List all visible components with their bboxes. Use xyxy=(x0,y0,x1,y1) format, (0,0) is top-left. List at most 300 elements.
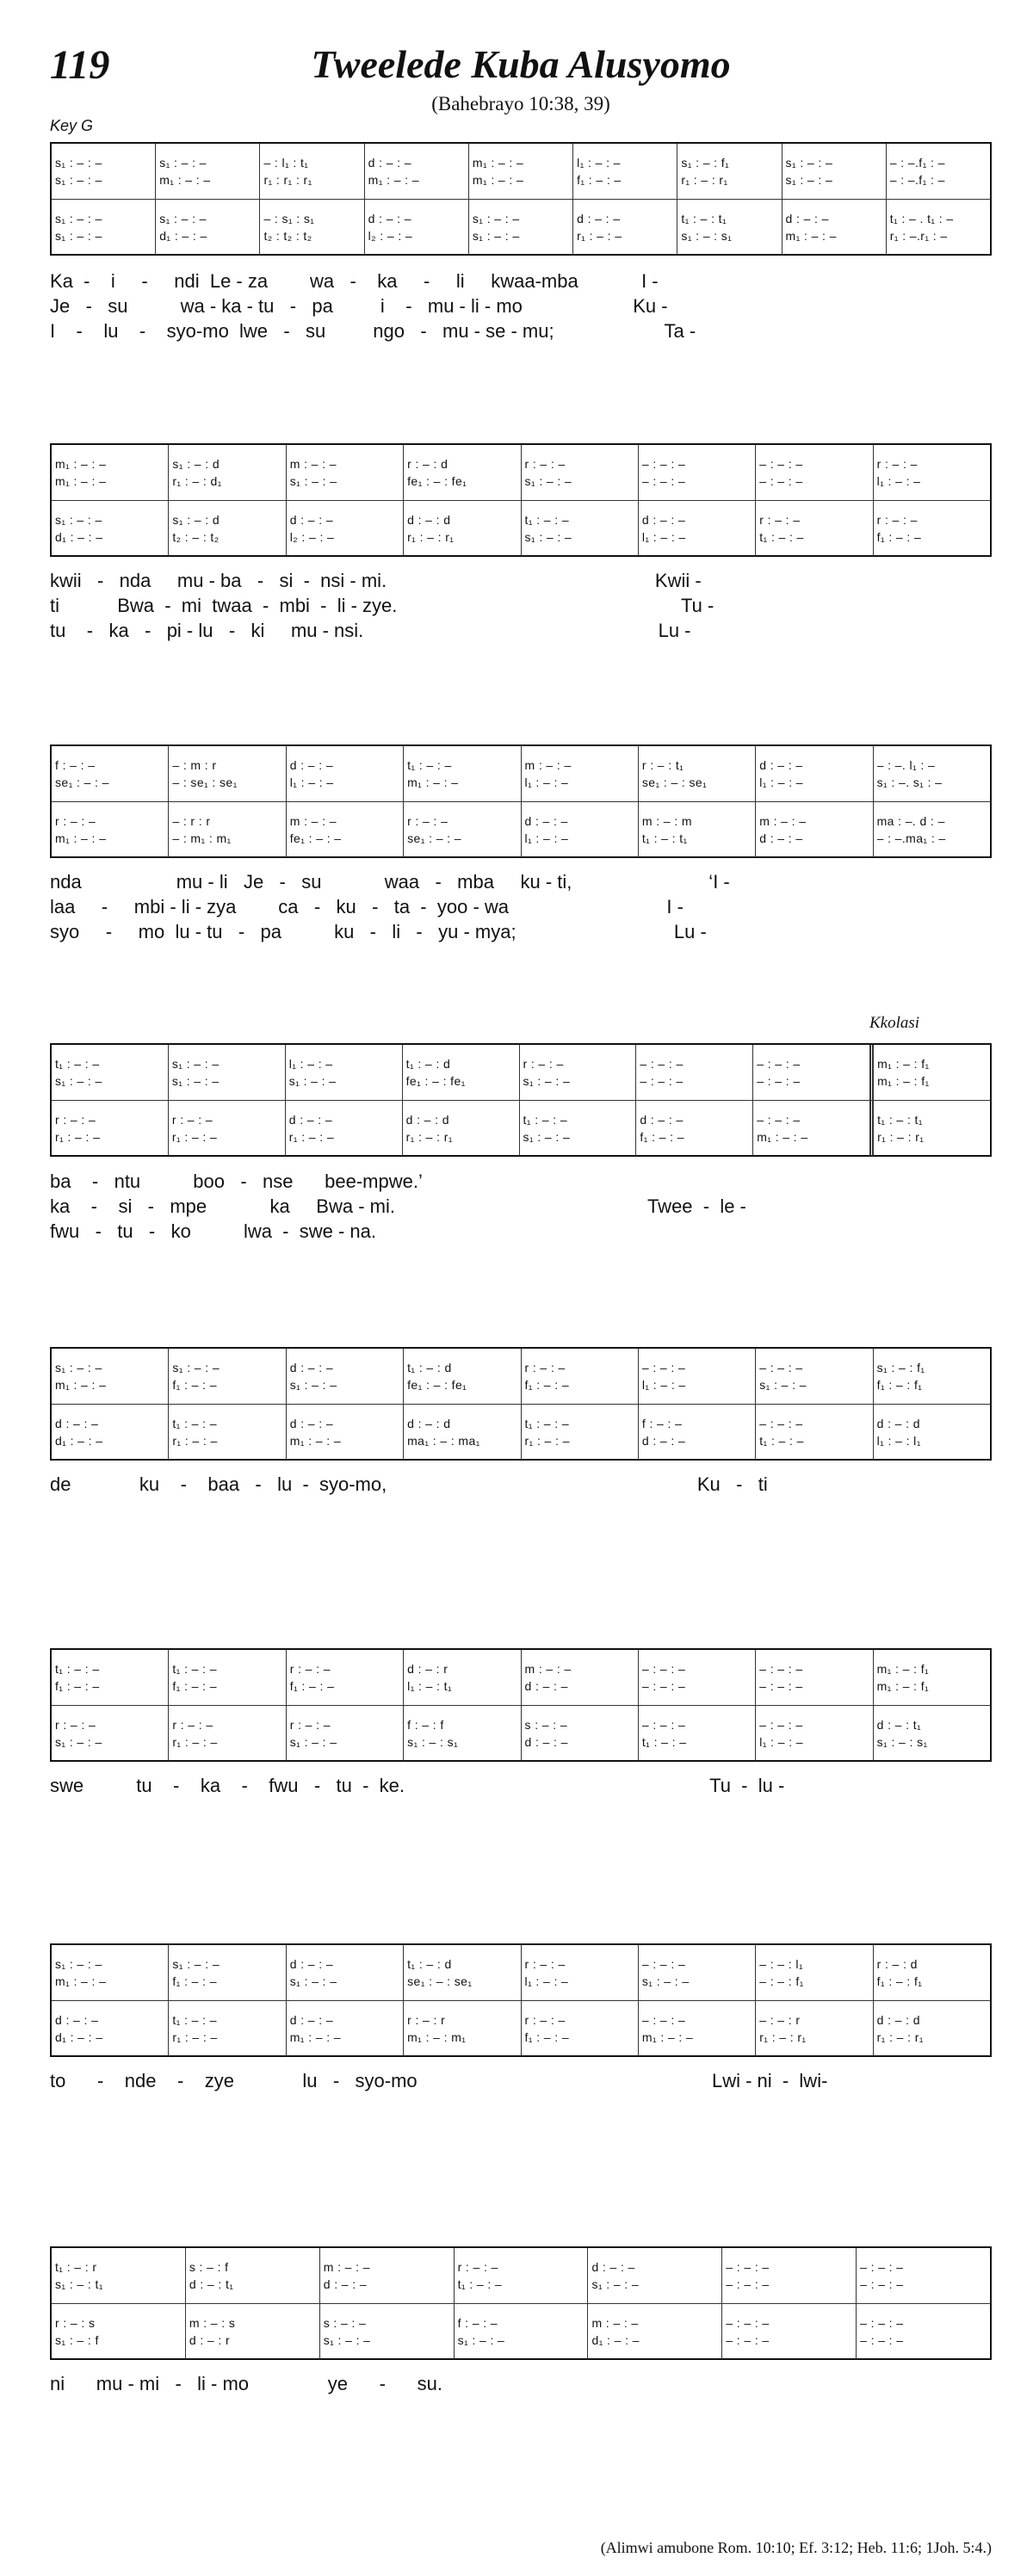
measure xyxy=(52,1945,168,2000)
upper-staff-pair xyxy=(52,1945,990,2000)
measure xyxy=(873,746,990,801)
measure xyxy=(782,144,886,199)
solfa-line: s : – : – xyxy=(323,2316,367,2330)
measure xyxy=(286,1706,403,1761)
solfa-line: r₁ : – : r₁ xyxy=(759,2030,807,2044)
solfa-line: – : – : – xyxy=(860,2277,904,2291)
upper-staff-pair xyxy=(52,1650,990,1705)
solfa-line: d : – : – xyxy=(641,1434,686,1448)
solfa-line: se₁ : – : – xyxy=(407,831,461,845)
solfa-line: – : – : – xyxy=(726,2333,770,2347)
measure xyxy=(168,1101,285,1156)
solfa-line: – : – : – xyxy=(641,1718,686,1732)
solfa-line: – : – : – xyxy=(640,1057,684,1071)
solfa-line: s₁ : – : – xyxy=(55,1735,102,1749)
solfa-line: – : m : r xyxy=(172,758,217,772)
measure xyxy=(755,501,872,556)
solfa-line: d : – : – xyxy=(55,1417,99,1430)
solfa-line: r : – : – xyxy=(524,2013,566,2027)
solfa-line: d : – : – xyxy=(289,2013,334,2027)
measure xyxy=(755,1945,872,2000)
solfa-line: – : s₁ : s₁ xyxy=(263,212,315,225)
measure xyxy=(572,144,677,199)
measure xyxy=(521,802,638,857)
solfa-line: – : –.f₁ : – xyxy=(889,156,945,170)
solfa-line: l₁ : – : – xyxy=(524,831,569,845)
solfa-line: d : – : – xyxy=(785,212,829,225)
solfa-line: l₁ : – : – xyxy=(759,775,803,789)
solfa-line: r : – : – xyxy=(172,1718,213,1732)
measure xyxy=(755,2001,872,2056)
solfa-line: r : – : – xyxy=(55,814,96,828)
measure xyxy=(52,144,155,199)
solfa-line: f₁ : – : f₁ xyxy=(876,1378,923,1392)
measure xyxy=(873,1650,990,1705)
measure xyxy=(755,802,872,857)
solfa-line: – : – : – xyxy=(759,1417,803,1430)
solfa-line: – : – : f₁ xyxy=(759,1974,804,1988)
solfa-line: – : – : – xyxy=(759,1679,803,1693)
measure xyxy=(856,2248,990,2303)
measure xyxy=(168,1349,285,1404)
solfa-line: r₁ : – : – xyxy=(171,1130,218,1144)
measure xyxy=(752,1045,869,1100)
solfa-line: f₁ : – : – xyxy=(524,1378,570,1392)
solfa-line: t₁ : – : – xyxy=(524,1417,570,1430)
lyric-verse-line: swe tu - ka - fwu - tu - ke. Tu - lu - xyxy=(50,1775,785,1796)
solfa-line: f : – : f xyxy=(407,1718,444,1732)
solfa-line: l₁ : – : – xyxy=(577,156,621,170)
measure xyxy=(755,1405,872,1460)
measure xyxy=(52,746,168,801)
solfa-line: d : – : r xyxy=(407,1662,448,1676)
measure xyxy=(454,2248,588,2303)
measure xyxy=(638,1706,755,1761)
solfa-line: s₁ : – : – xyxy=(289,1735,337,1749)
solfa-line: d₁ : – : – xyxy=(159,229,207,243)
solfa-line: d₁ : – : – xyxy=(55,1434,103,1448)
lower-staff-pair xyxy=(52,1100,990,1156)
measure xyxy=(519,1045,636,1100)
solfa-line: – : – : l₁ xyxy=(759,1957,803,1971)
solfa-line: s₁ : – : – xyxy=(523,1130,571,1144)
solfa-line: d : – : – xyxy=(289,758,334,772)
measure xyxy=(873,501,990,556)
solfa-line: d : – : – xyxy=(524,1679,568,1693)
solfa-line: s₁ : – : – xyxy=(55,1361,102,1374)
solfa-line: r₁ : – : r₁ xyxy=(405,1130,453,1144)
solfa-line: – : – : – xyxy=(726,2260,770,2274)
upper-staff-pair xyxy=(52,1349,990,1404)
measure xyxy=(755,1650,872,1705)
lyric-verse-line: de ku - baa - lu - syo-mo, Ku - ti xyxy=(50,1473,768,1495)
measure xyxy=(782,200,886,255)
solfa-line: l₁ : – : – xyxy=(759,1735,803,1749)
solfa-line: t₁ : – : – xyxy=(172,1662,217,1676)
solfa-line: m₁ : – : – xyxy=(407,775,459,789)
measure xyxy=(168,2001,285,2056)
solfa-line: f₁ : – : – xyxy=(577,173,622,187)
lyric-verse-line: ba - ntu boo - nse bee-mpwe.’ xyxy=(50,1171,423,1192)
measure xyxy=(402,1101,519,1156)
solfa-line: m₁ : – : – xyxy=(55,457,107,471)
solfa-line: t₁ : – : r xyxy=(55,2260,97,2274)
measure xyxy=(168,1405,285,1460)
footnote: (Alimwi amubone Rom. 10:10; Ef. 3:12; Heb. 11:6; 1Joh. 5:4.) xyxy=(600,2539,992,2556)
solfa-line: s₁ : – : – xyxy=(55,229,102,243)
notation-system xyxy=(50,1043,992,1157)
measure xyxy=(587,2304,721,2359)
solfa-line: fe₁ : – : fe₁ xyxy=(407,474,467,488)
notation-system xyxy=(50,443,992,557)
solfa-line: m : – : – xyxy=(591,2316,639,2330)
measure xyxy=(155,144,259,199)
measure xyxy=(52,1045,168,1100)
solfa-line: s₁ : – : – xyxy=(172,1361,220,1374)
solfa-line: d : – : – xyxy=(591,2260,635,2274)
solfa-line: d : – : – xyxy=(368,212,411,225)
notation-system xyxy=(50,744,992,858)
lyric-verse-line: laa - mbi - li - zya ca - ku - ta - yoo - wa I - xyxy=(50,896,684,917)
lyrics-block xyxy=(50,1169,992,1244)
measure xyxy=(521,2001,638,2056)
solfa-line: s₁ : – : t₁ xyxy=(55,2277,103,2291)
lyrics-block xyxy=(50,2068,992,2093)
solfa-line: l₂ : – : – xyxy=(289,530,335,544)
solfa-line: s₁ : – : – xyxy=(55,1074,102,1088)
measure xyxy=(402,1045,519,1100)
measure xyxy=(638,802,755,857)
solfa-line: d₁ : – : – xyxy=(55,530,103,544)
solfa-line: l₂ : – : – xyxy=(368,229,413,243)
solfa-line: s₁ : – : – xyxy=(171,1074,220,1088)
measure xyxy=(168,1650,285,1705)
measure xyxy=(873,1945,990,2000)
key-signature: Key G xyxy=(50,117,94,134)
solfa-line: f₁ : – : – xyxy=(172,1974,217,1988)
solfa-line: m : – : – xyxy=(323,2260,370,2274)
solfa-line: t₁ : – : – xyxy=(172,1417,217,1430)
solfa-line: – : – : – xyxy=(860,2333,904,2347)
solfa-line: s₁ : – : – xyxy=(523,1074,571,1088)
measure xyxy=(259,200,363,255)
measure xyxy=(168,1045,285,1100)
lyric-verse-line: ni mu - mi - li - mo ye - su. xyxy=(50,2373,442,2394)
solfa-line: m₁ : – : – xyxy=(159,173,211,187)
solfa-line: d : – : – xyxy=(289,1361,334,1374)
lower-staff-pair xyxy=(52,199,990,255)
solfa-line: fe₁ : – : fe₁ xyxy=(407,1378,467,1392)
solfa-line: d : – : – xyxy=(368,156,411,170)
measure xyxy=(856,2304,990,2359)
solfa-line: d : – : – xyxy=(289,1417,334,1430)
measure xyxy=(52,802,168,857)
measure xyxy=(677,144,781,199)
solfa-line: – : –.f₁ : – xyxy=(889,173,945,187)
solfa-line: m : – : m xyxy=(641,814,692,828)
solfa-line: f₁ : – : – xyxy=(172,1378,217,1392)
solfa-line: d : – : – xyxy=(288,1113,333,1127)
solfa-line: r₁ : – : – xyxy=(577,229,622,243)
solfa-line: r : – : – xyxy=(523,1057,564,1071)
solfa-line: t₁ : – : – xyxy=(641,1735,687,1749)
solfa-line: – : – : – xyxy=(759,474,803,488)
lyrics-block xyxy=(50,2371,992,2396)
solfa-line: s₁ : – : – xyxy=(641,1974,690,1988)
solfa-line: l₁ : – : – xyxy=(641,1378,686,1392)
measure xyxy=(286,2001,403,2056)
measure xyxy=(168,445,285,500)
measure xyxy=(403,445,520,500)
solfa-line: t₁ : – : – xyxy=(407,758,452,772)
solfa-line: t₁ : – : t₁ xyxy=(877,1113,923,1127)
solfa-line: t₁ : – : – xyxy=(172,2013,217,2027)
measure xyxy=(286,1349,403,1404)
solfa-line: s₁ : – : – xyxy=(472,212,520,225)
measure xyxy=(721,2304,856,2359)
solfa-line: l₁ : – : t₁ xyxy=(407,1679,453,1693)
solfa-line: s₁ : – : d xyxy=(172,457,220,471)
solfa-line: – : – : – xyxy=(640,1074,684,1088)
solfa-line: d : – : t₁ xyxy=(876,1718,922,1732)
solfa-line: r : – : – xyxy=(55,1113,96,1127)
lower-staff-pair xyxy=(52,500,990,556)
solfa-line: r₁ : – : r₁ xyxy=(407,530,455,544)
measure xyxy=(286,1650,403,1705)
solfa-line: r : – : – xyxy=(759,513,801,527)
solfa-line: – : r : r xyxy=(172,814,211,828)
measure xyxy=(638,2001,755,2056)
measure xyxy=(52,1405,168,1460)
measure xyxy=(259,144,363,199)
measure xyxy=(869,1045,990,1100)
solfa-line: m₁ : – : – xyxy=(785,229,837,243)
solfa-line: l₁ : – : – xyxy=(641,530,686,544)
lyric-verse-line: I - lu - syo-mo lwe - su ngo - mu - se - mu; Ta - xyxy=(50,320,696,342)
measure xyxy=(285,1045,402,1100)
measure xyxy=(873,802,990,857)
solfa-line: – : – : – xyxy=(641,2013,686,2027)
solfa-line: d : – : d xyxy=(876,2013,920,2027)
upper-staff-pair xyxy=(52,1045,990,1100)
solfa-line: r₁ : – : – xyxy=(55,1130,101,1144)
measure xyxy=(677,200,781,255)
solfa-line: d : – : – xyxy=(524,814,568,828)
hymn-title: Tweelede Kuba Alusyomo xyxy=(311,42,731,86)
solfa-line: m₁ : – : – xyxy=(472,173,524,187)
solfa-line: r₁ : – : r₁ xyxy=(877,1130,925,1144)
measure xyxy=(168,501,285,556)
solfa-line: m : – : – xyxy=(524,758,572,772)
solfa-line: l₁ : – : – xyxy=(876,474,921,488)
measure xyxy=(52,501,168,556)
lyrics-block xyxy=(50,568,992,643)
measure xyxy=(403,1349,520,1404)
lyric-verse-line: syo - mo lu - tu - pa ku - li - yu - mya; Lu - xyxy=(50,921,707,942)
measure xyxy=(873,1706,990,1761)
solfa-line: t₁ : – : – xyxy=(759,530,804,544)
solfa-line: m₁ : – : – xyxy=(757,1130,808,1144)
solfa-line: s₁ : – : – xyxy=(171,1057,220,1071)
solfa-line: s₁ : – : – xyxy=(55,513,102,527)
solfa-line: r : – : d xyxy=(407,457,448,471)
solfa-line: r₁ : – : – xyxy=(524,1434,570,1448)
scripture-reference: (Bahebrayo 10:38, 39) xyxy=(431,93,610,114)
measure xyxy=(155,200,259,255)
solfa-line: d : – : – xyxy=(289,513,334,527)
measure xyxy=(403,2001,520,2056)
upper-staff-pair xyxy=(52,746,990,801)
solfa-line: s₁ : – : – xyxy=(55,212,102,225)
solfa-line: r₁ : r₁ : r₁ xyxy=(263,173,312,187)
solfa-line: s₁ : – : – xyxy=(472,229,520,243)
measure xyxy=(638,1405,755,1460)
measure xyxy=(519,1101,636,1156)
solfa-line: t₁ : – : d xyxy=(405,1057,451,1071)
notation-system xyxy=(50,142,992,256)
measure xyxy=(521,746,638,801)
measure xyxy=(521,1405,638,1460)
measure xyxy=(521,1706,638,1761)
notation-system xyxy=(50,2246,992,2360)
lyrics-block xyxy=(50,1472,992,1497)
lyrics-block xyxy=(50,869,992,944)
solfa-line: s₁ : – : – xyxy=(785,156,833,170)
measure xyxy=(364,144,468,199)
solfa-line: r : – : t₁ xyxy=(641,758,684,772)
solfa-line: s₁ : – : – xyxy=(172,1957,220,1971)
solfa-line: m₁ : – : – xyxy=(368,173,419,187)
lower-staff-pair xyxy=(52,2303,990,2359)
solfa-line: m : – : – xyxy=(289,814,337,828)
measure xyxy=(873,2001,990,2056)
measure xyxy=(886,144,990,199)
measure xyxy=(52,2001,168,2056)
measure xyxy=(521,501,638,556)
solfa-line: s₁ : – : – xyxy=(289,474,337,488)
lyrics-block xyxy=(50,1773,992,1798)
solfa-line: l₁ : – : – xyxy=(289,775,334,789)
solfa-line: – : – : – xyxy=(757,1057,801,1071)
hymn-number: 119 xyxy=(50,42,110,88)
measure xyxy=(403,1945,520,2000)
solfa-line: f : – : – xyxy=(457,2316,498,2330)
upper-staff-pair xyxy=(52,2248,990,2303)
solfa-line: r : – : – xyxy=(524,1361,566,1374)
upper-staff-pair xyxy=(52,144,990,199)
solfa-line: d : – : – xyxy=(759,758,803,772)
solfa-line: se₁ : – : se₁ xyxy=(407,1974,473,1988)
solfa-line: t₁ : – : t₁ xyxy=(641,831,688,845)
solfa-line: s₁ : – : – xyxy=(591,2277,640,2291)
solfa-line: d : – : – xyxy=(641,513,686,527)
measure xyxy=(721,2248,856,2303)
solfa-line: r : – : – xyxy=(876,457,918,471)
lyric-verse-line: kwii - nda mu - ba - si - nsi - mi. Kwii - xyxy=(50,570,702,591)
solfa-line: – : – : – xyxy=(860,2260,904,2274)
solfa-line: m₁ : – : – xyxy=(55,1974,107,1988)
notation-system xyxy=(50,1347,992,1461)
solfa-line: r : – : – xyxy=(171,1113,213,1127)
solfa-line: s₁ : – : s₁ xyxy=(407,1735,459,1749)
solfa-line: ma : –. d : – xyxy=(876,814,945,828)
solfa-line: t₂ : – : t₂ xyxy=(172,530,220,544)
solfa-line: m₁ : – : f₁ xyxy=(877,1074,930,1088)
solfa-line: d : – : – xyxy=(55,2013,99,2027)
solfa-line: s₁ : – : – xyxy=(55,173,102,187)
solfa-line: m : – : – xyxy=(289,457,337,471)
measure xyxy=(319,2248,454,2303)
solfa-line: m₁ : – : – xyxy=(55,831,107,845)
solfa-line: r₁ : – : – xyxy=(288,1130,335,1144)
solfa-line: d : – : – xyxy=(323,2277,368,2291)
solfa-line: s₁ : – : – xyxy=(524,474,572,488)
solfa-line: r : – : – xyxy=(55,1718,96,1732)
solfa-line: m : – : – xyxy=(759,814,807,828)
solfa-line: s₁ : – : – xyxy=(159,156,207,170)
measure xyxy=(755,445,872,500)
measure xyxy=(286,501,403,556)
lyrics-block xyxy=(50,269,992,343)
solfa-line: s : – : – xyxy=(524,1718,568,1732)
measure xyxy=(52,1101,168,1156)
solfa-line: t₁ : – : – xyxy=(55,1057,100,1071)
solfa-line: r₁ : – : – xyxy=(172,1434,218,1448)
solfa-line: – : –.ma₁ : – xyxy=(876,831,946,845)
lyric-verse-line: Je - su wa - ka - tu - pa i - mu - li - mo Ku - xyxy=(50,295,668,317)
measure xyxy=(52,1650,168,1705)
solfa-line: fe₁ : – : fe₁ xyxy=(405,1074,466,1088)
solfa-line: r : – : – xyxy=(289,1718,331,1732)
solfa-line: f₁ : – : – xyxy=(172,1679,217,1693)
solfa-line: r : – : – xyxy=(407,814,448,828)
solfa-line: s₁ : – : – xyxy=(288,1074,337,1088)
solfa-line: t₂ : t₂ : t₂ xyxy=(263,229,312,243)
lyric-verse-line: ka - si - mpe ka Bwa - mi. Twee - le - xyxy=(50,1195,746,1217)
solfa-line: r : – : – xyxy=(457,2260,498,2274)
measure xyxy=(521,445,638,500)
solfa-line: f₁ : – : – xyxy=(289,1679,335,1693)
solfa-line: r : – : – xyxy=(289,1662,331,1676)
measure xyxy=(755,746,872,801)
solfa-line: s : – : f xyxy=(189,2260,229,2274)
measure xyxy=(873,1349,990,1404)
solfa-line: – : – : – xyxy=(759,1718,803,1732)
solfa-line: r₁ : – : – xyxy=(172,1735,218,1749)
upper-staff-pair xyxy=(52,445,990,500)
solfa-line: f₁ : – : – xyxy=(640,1130,684,1144)
measure xyxy=(403,501,520,556)
solfa-line: d : – : d xyxy=(405,1113,449,1127)
solfa-line: r : – : d xyxy=(876,1957,918,1971)
solfa-line: r₁ : – : r₁ xyxy=(681,173,728,187)
solfa-line: – : – : – xyxy=(759,1361,803,1374)
measure xyxy=(52,445,168,500)
solfa-line: – : – : – xyxy=(641,1957,686,1971)
solfa-line: l₁ : – : l₁ xyxy=(876,1434,921,1448)
solfa-line: f₁ : – : – xyxy=(876,530,922,544)
solfa-line: l₁ : – : – xyxy=(524,775,569,789)
solfa-line: t₁ : – : t₁ xyxy=(681,212,727,225)
solfa-line: f : – : – xyxy=(641,1417,683,1430)
solfa-line: m₁ : – : – xyxy=(472,156,524,170)
notation-system xyxy=(50,1943,992,2057)
measure xyxy=(521,1650,638,1705)
solfa-line: r₁ : –.r₁ : – xyxy=(889,229,948,243)
solfa-line: – : – : – xyxy=(726,2277,770,2291)
solfa-line: m₁ : – : f₁ xyxy=(877,1057,930,1071)
measure xyxy=(635,1045,752,1100)
